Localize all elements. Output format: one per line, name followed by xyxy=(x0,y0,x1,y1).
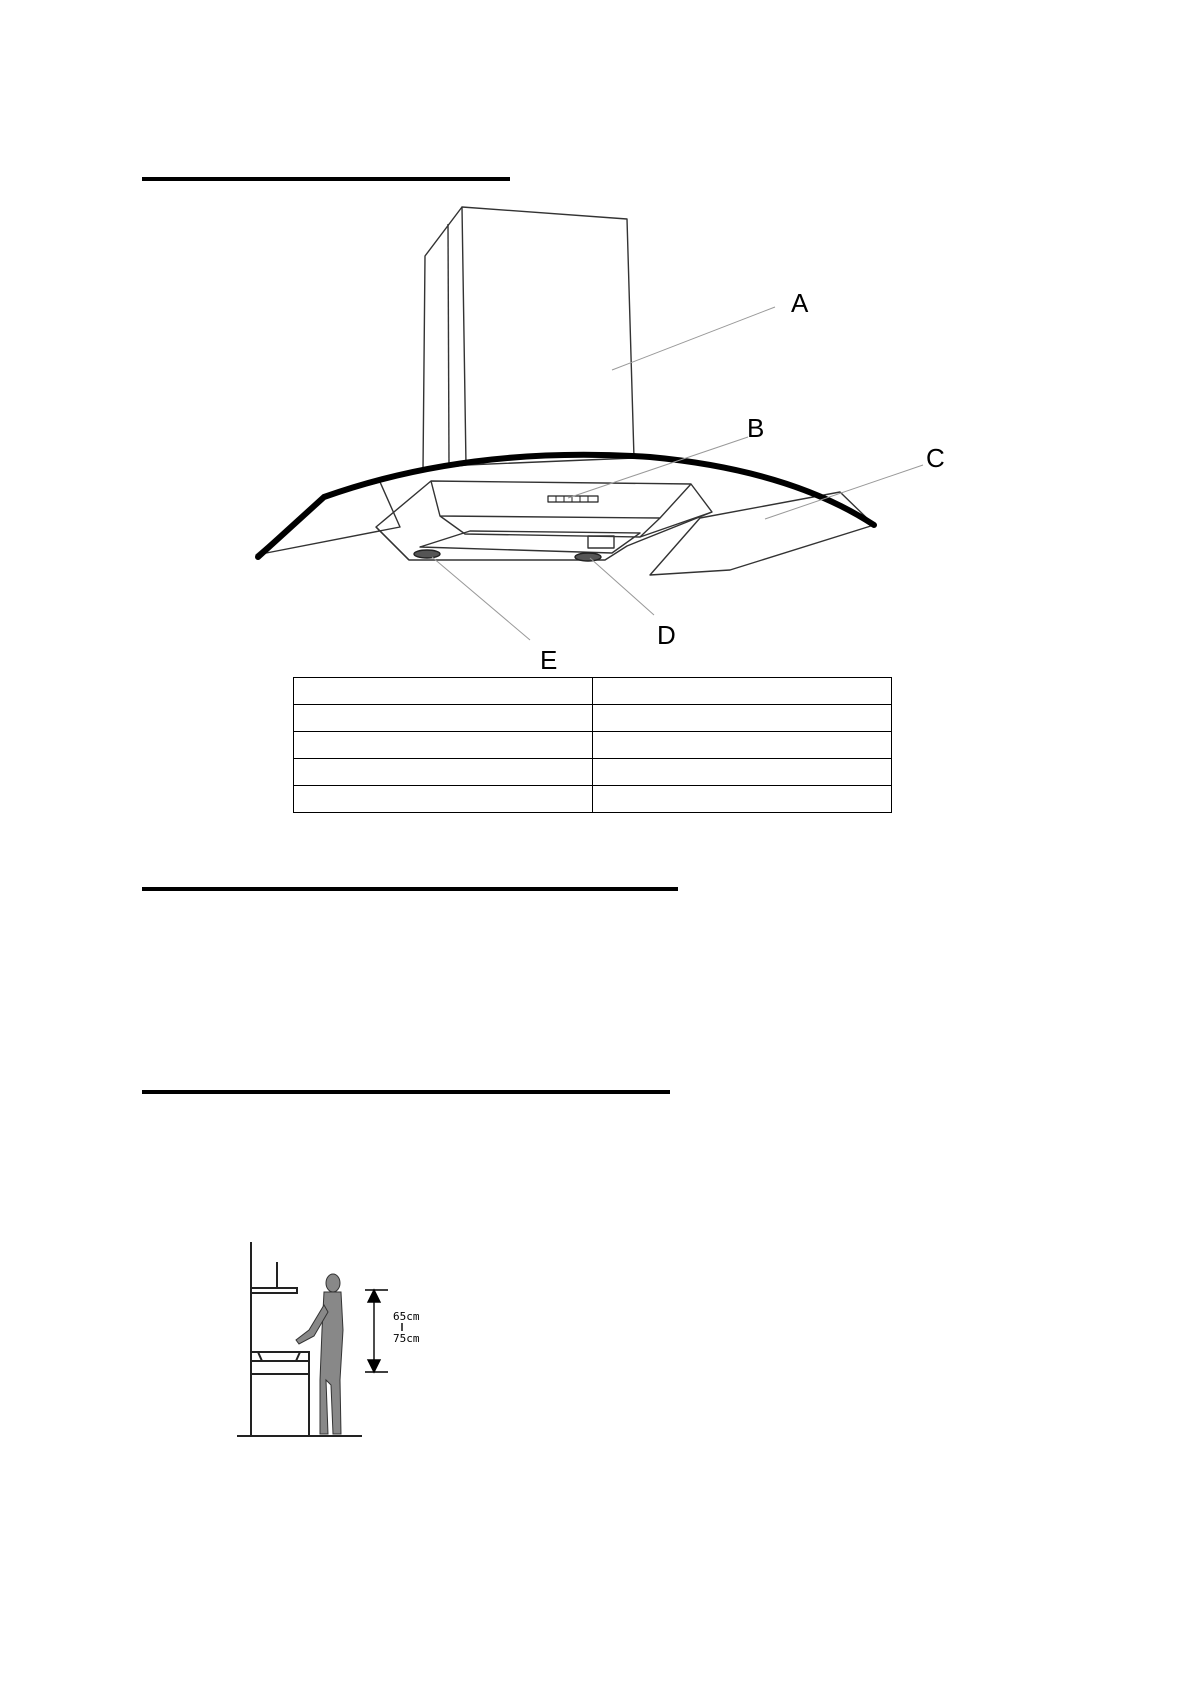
label-a: A xyxy=(791,288,809,318)
glass-edge xyxy=(258,455,874,557)
installation-height-diagram xyxy=(230,1240,440,1450)
table-cell xyxy=(593,759,892,786)
table-cell xyxy=(593,705,892,732)
table-cell xyxy=(593,732,892,759)
parts-table xyxy=(293,677,892,813)
section-heading-underline xyxy=(142,1090,670,1094)
chimney-front xyxy=(462,207,634,465)
table-cell xyxy=(294,705,593,732)
section-heading-underline xyxy=(142,177,510,181)
chimney-side xyxy=(423,207,466,470)
table-cell xyxy=(294,732,593,759)
height-max-label: 75cm xyxy=(393,1332,420,1345)
section-heading-underline xyxy=(142,887,678,891)
hood-body xyxy=(376,481,712,560)
table-row xyxy=(294,732,892,759)
height-min-label: 65cm xyxy=(393,1310,420,1323)
table-row xyxy=(294,705,892,732)
label-b: B xyxy=(747,413,765,443)
label-c: C xyxy=(926,443,945,473)
range-hood-diagram xyxy=(240,195,980,675)
lamp-right xyxy=(575,553,601,561)
grease-filter xyxy=(420,531,640,553)
table-cell xyxy=(593,678,892,705)
table-cell xyxy=(294,759,593,786)
table-cell xyxy=(294,678,593,705)
label-d: D xyxy=(657,620,676,650)
table-cell xyxy=(593,786,892,813)
lamp-left xyxy=(414,550,440,558)
table-row xyxy=(294,786,892,813)
table-cell xyxy=(294,786,593,813)
table-row xyxy=(294,678,892,705)
label-e: E xyxy=(540,645,558,675)
table-row xyxy=(294,759,892,786)
